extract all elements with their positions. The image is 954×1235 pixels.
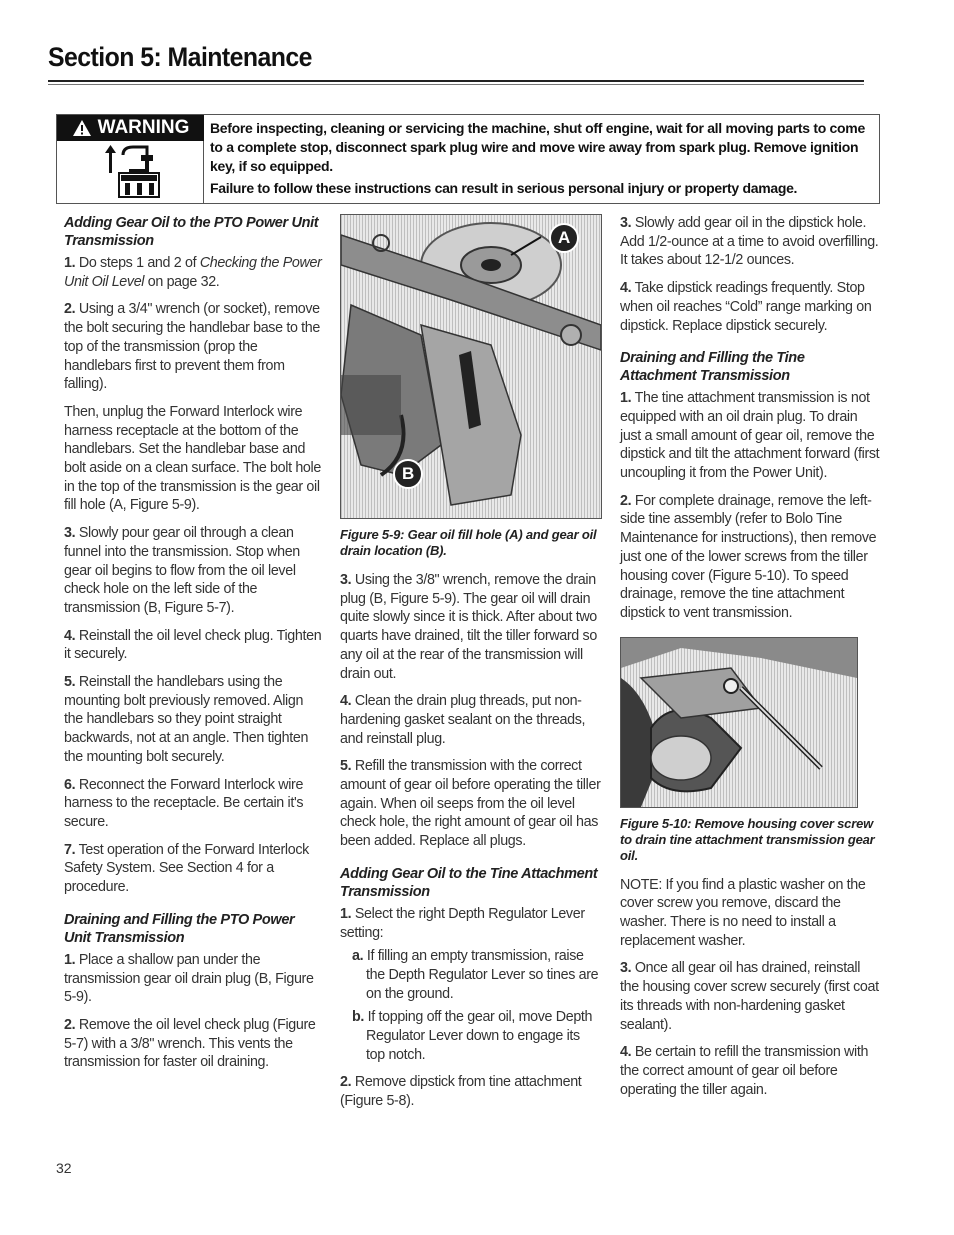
callout-a: A [549,223,579,253]
right-column [620,214,880,1108]
spark-plug-disconnect-icon [57,141,204,203]
warning-consequence: Failure to follow these instructions can result in serious personal injury or property damage. [210,180,798,196]
step-3: 3. Slowly pour gear oil through a clean funnel into the transmission. Stop when gear oil begins to flow from the oil level check hole on the left side of the transmission (B, Figure 5-7). [64,525,300,616]
step-4: 4. Clean the drain plug threads, put non-hardening gasket sealant on the threads, and reinstall plug. [340,693,586,747]
step-2-continued: Then, unplug the Forward Interlock wire harness receptacle at the bottom of the handlebars. Set the handlebar base and bolt aside on a clean surface. The bolt hole in the top of the transmission is the gear oil fill hole (A, Figure 5-9). [64,403,321,514]
figure-5-10-caption: Figure 5-10: Remove housing cover screw to drain tine attachment transmission gear oil. [620,815,875,863]
add-step-1: 1. Select the right Depth Regulator Lever setting: [340,905,585,941]
middle-column [340,214,602,1120]
figure-5-9-photo [340,214,602,519]
add-step-3: 3. Slowly add gear oil in the dipstick hole. Add 1/2-ounce at a time to avoid overfilling. It takes about 12-1/2 ounces. [620,215,879,269]
add-step-1a: a. If filling an empty transmission, raise the Depth Regulator Lever so tines are on the ground. [352,948,599,1002]
step-1: 1. Do steps 1 and 2 of Checking the Power Unit Oil Level on page 32. [64,255,322,290]
step-4: 4. Reinstall the oil level check plug. Tighten it securely. [64,627,322,663]
heading-draining-pto: Draining and Filling the PTO Power Unit Transmission [64,911,295,946]
step-3: 3. Using the 3/8" wrench, remove the drain plug (B, Figure 5-9). The gear oil will drain quite slowly since it is thick. After about two quarts have drained, tilt the tiller forward so any oil at the rear of the transmission will drain out. [340,572,597,682]
left-column [64,214,322,1081]
note: NOTE: If you find a plastic washer on the cover screw you remove, discard the washer. There is no need to install a replacement washer. [620,876,866,949]
warning-box [56,114,880,204]
heading-adding-gear-oil-tine: Adding Gear Oil to the Tine Attachment Transmission [340,865,598,900]
step-5: 5. Reinstall the handlebars using the mounting bolt previously removed. Align the handlebars so they point straight backwards, not at an angle. Then tighten the mounting bolt securely. [64,674,309,765]
drain-step-2: 2. For complete drainage, remove the left-side tine assembly (refer to Bolo Tine Maintenance for instructions), then remove just one of the lower screws from the tiller housing cover (Figure 5-10). To speed drainage, remove the tine attachment dipstick to vent transmission. [620,492,877,621]
title-rule-thin [48,84,864,85]
warning-text [210,119,874,198]
warning-label: WARNING [97,117,190,138]
warning-triangle-icon [72,119,92,137]
figure-5-9-caption: Figure 5-9: Gear oil fill hole (A) and gear oil drain location (B). [340,527,597,558]
callout-b: B [393,459,423,489]
title-rule [48,80,864,82]
figure-5-10-photo [620,637,858,808]
drain-step-1: 1. The tine attachment transmission is not equipped with an oil drain plug. To drain just a small amount of gear oil, remove the dipstick and tilt the attachment forward (first uncoupling it from the Power Unit). [620,390,880,482]
step-7: 7. Test operation of the Forward Interlock Safety System. See Section 4 for a procedure. [64,841,309,896]
warning-badge [57,115,204,141]
drain-step-2: 2. Remove the oil level check plug (Figure 5-7) with a 3/8" wrench. This vents the transmission for faster oil draining. [64,1016,316,1071]
step-2: 2. Using a 3/4" wrench (or socket), remove the bolt securing the handlebar base to the top of the transmission (prop the handlebars first to prevent them from falling). [64,301,320,393]
step-6: 6. Reconnect the Forward Interlock wire harness to the receptacle. Be certain it's secure. [64,776,304,830]
add-step-1b: b. If topping off the gear oil, move Depth Regulator Lever down to engage its top notch. [352,1009,593,1063]
heading-adding-gear-oil-pto: Adding Gear Oil to the PTO Power Unit Transmission [64,215,319,249]
step-5: 5. Refill the transmission with the correct amount of gear oil before operating the tiller again. When oil seeps from the oil level check hole, the right amount of gear oil has been added. Replace all plugs. [340,758,601,850]
add-step-2: 2. Remove dipstick from tine attachment (Figure 5-8). [340,1074,582,1110]
page-number: 32 [56,1160,72,1176]
heading-draining-tine: Draining and Filling the Tine Attachment Transmission [620,350,805,385]
page-title: Section 5: Maintenance [48,42,312,72]
add-step-4: 4. Take dipstick readings frequently. Stop when oil reaches “Cold” range marking on dipstick. Replace dipstick securely. [620,280,872,334]
warning-instructions: Before inspecting, cleaning or servicing the machine, shut off engine, wait for all moving parts to come to a complete stop, disconnect spark plug wire and move wire away from spark plug. Remove ignition key, if so equipped. [210,120,865,174]
drain-step-3: 3. Once all gear oil has drained, reinstall the housing cover screw securely (first coat its threads with non-hardening gasket sealant). [620,960,879,1033]
drain-step-4: 4. Be certain to refill the transmission with the correct amount of gear oil before operating the tiller again. [620,1044,869,1098]
drain-step-1: 1. Place a shallow pan under the transmission gear oil drain plug (B, Figure 5-9). [64,951,314,1006]
